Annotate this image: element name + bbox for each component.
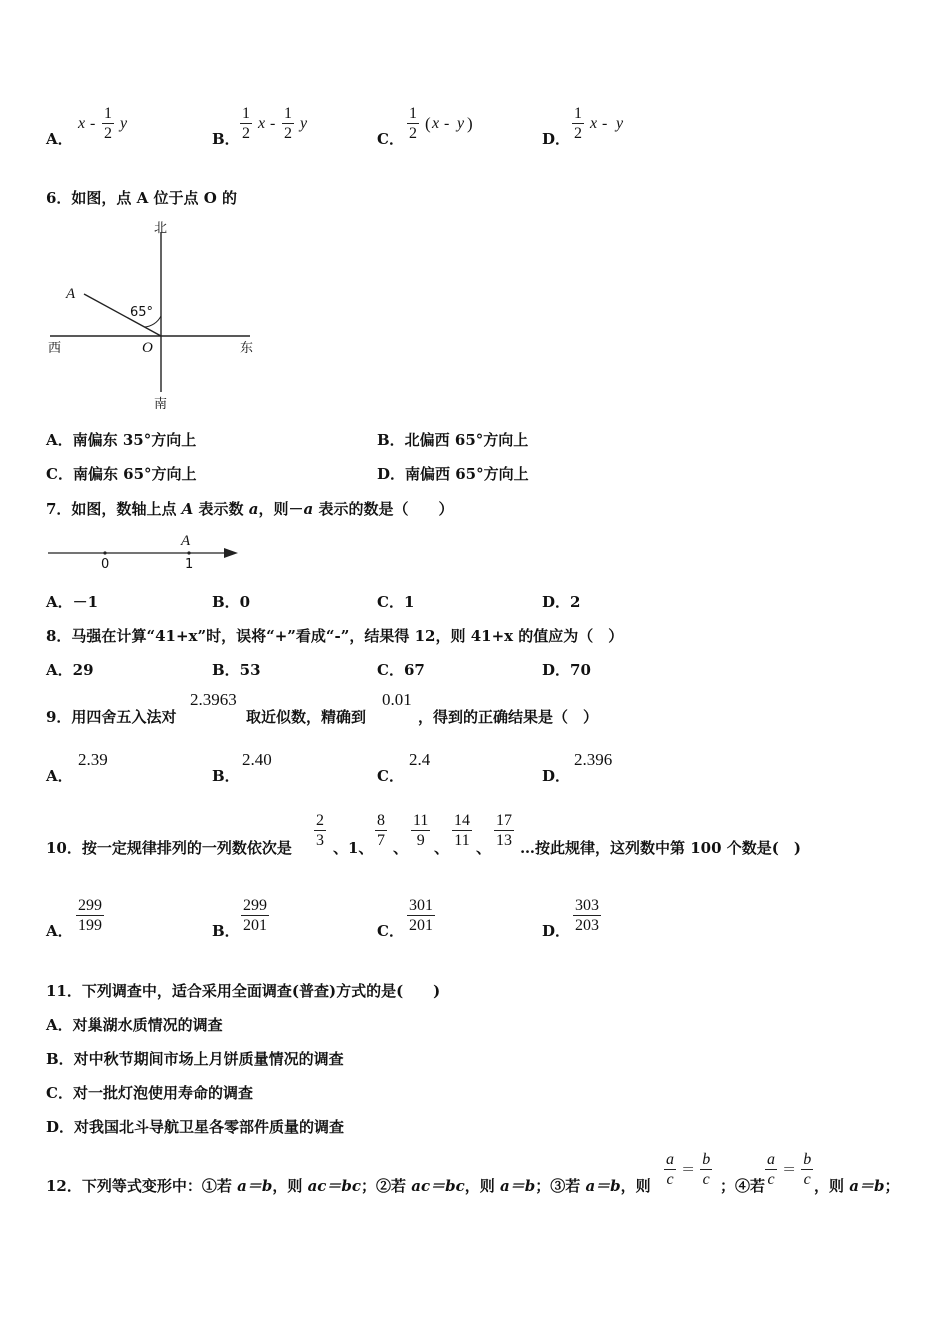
q11-option-b[interactable]: B．对中秋节期间市场上月饼质量情况的调查 <box>46 1050 344 1068</box>
fraction: $\frac{1}{2}$ <box>284 105 292 142</box>
q8-stem: 8．马强在计算“41+x”时，误将“+”看成“-”，结果得 12，则 41+x 的值应为（ ） <box>46 627 624 645</box>
fraction: $\frac{1}{2}$ <box>242 105 250 142</box>
option-label: B． <box>212 130 240 148</box>
q7-option-a[interactable]: A．－1 <box>46 593 99 611</box>
east-label: 东 <box>240 341 254 356</box>
q9-stem-pre: 9．用四舍五入法对 <box>46 708 177 726</box>
option-value: 2.40 <box>242 750 272 769</box>
tick-0-label: 0 <box>101 557 110 572</box>
fraction: $\frac{303}{203}$ <box>575 897 599 934</box>
q7-option-b[interactable]: B．0 <box>212 593 251 611</box>
fraction: $\frac{299}{201}$ <box>243 897 267 934</box>
option-label: B． <box>212 922 240 940</box>
q10-seq-4: $\frac{14}{11}$ <box>454 812 470 849</box>
q6-option-a[interactable]: A．南偏东 35°方向上 <box>46 431 197 449</box>
option-label: D． <box>542 767 571 785</box>
q7-option-d[interactable]: D．2 <box>542 593 581 611</box>
q7-option-c[interactable]: C．1 <box>377 593 415 611</box>
q9-precision: 0.01 <box>382 690 412 709</box>
q9-stem-mid: 取近似数，精确到 <box>246 708 367 726</box>
q12-stem-part2: ，则 a＝b； <box>814 1177 900 1195</box>
q10-option-c[interactable] <box>377 896 497 940</box>
q9-option-c[interactable] <box>377 750 497 786</box>
fraction: $\frac{1}{2}$ <box>104 105 112 142</box>
q8-option-b[interactable]: B．53 <box>212 661 261 679</box>
option-label: B． <box>212 767 240 785</box>
fraction: $\frac{301}{201}$ <box>409 897 433 934</box>
option-value: 2.396 <box>574 750 613 769</box>
point-a-label: A <box>181 533 191 549</box>
option-label: D． <box>542 922 571 940</box>
q9-stem-post: ，得到的正确结果是（ ） <box>418 708 599 726</box>
q11-option-c[interactable]: C．对一批灯泡使用寿命的调查 <box>46 1084 253 1102</box>
q12-equation-3: $\frac{a}{c}$ ＝ $\frac{b}{c}$ <box>666 1151 711 1188</box>
q11-stem: 11．下列调查中，适合采用全面调查(普查)方式的是( ) <box>46 982 441 1000</box>
q12-stem-part1: 12．下列等式变形中：①若 a＝b，则 ac＝bc；②若 ac＝bc，则 a＝b；③若 a＝b，则 <box>46 1177 651 1195</box>
q10-seq-2: $\frac{8}{7}$ <box>377 812 385 849</box>
option-label: A． <box>46 922 73 940</box>
q8-option-c[interactable]: C．67 <box>377 661 425 679</box>
q11-option-d[interactable]: D．对我国北斗导航卫星各零部件质量的调查 <box>46 1118 345 1136</box>
option-label: D． <box>542 130 571 148</box>
q10-seq-5: $\frac{17}{13}$ <box>496 812 512 849</box>
q10-option-b[interactable] <box>212 896 332 940</box>
q10-option-a[interactable] <box>46 896 166 940</box>
q7-stem: 7．如图，数轴上点 A 表示数 a，则－a 表示的数是（ ） <box>46 500 454 518</box>
q11-option-a[interactable]: A．对巢湖水质情况的调查 <box>46 1016 223 1034</box>
compass-figure <box>44 218 264 418</box>
fraction: $\frac{1}{2}$ <box>409 105 417 142</box>
tick-1-label: 1 <box>185 557 194 572</box>
q6-stem: 6．如图，点 A 位于点 O 的 <box>46 189 238 207</box>
number-line <box>44 530 244 572</box>
arrow-head <box>224 548 238 558</box>
q10-stem-post: …按此规律，这列数中第 100 个数是( ) <box>520 839 801 857</box>
q6-option-b[interactable]: B．北偏西 65°方向上 <box>377 431 529 449</box>
q10-stem-pre: 10．按一定规律排列的一列数依次是 <box>46 839 292 857</box>
option-label: C． <box>377 130 404 148</box>
q6-option-d[interactable]: D．南偏西 65°方向上 <box>377 465 529 483</box>
option-label: A． <box>46 767 73 785</box>
q8-option-a[interactable]: A．29 <box>46 661 94 679</box>
q10-seq-1: $\frac{2}{3}$ <box>316 812 324 849</box>
q9-option-d[interactable] <box>542 750 662 786</box>
point-a-label: A <box>66 286 76 302</box>
tick-0-dot <box>103 551 106 554</box>
angle-label: 65° <box>130 305 154 320</box>
fraction: $\frac{1}{2}$ <box>574 105 582 142</box>
point-a-dot <box>187 551 190 554</box>
fraction: $\frac{299}{199}$ <box>78 897 102 934</box>
q12-equation-4: $\frac{a}{c}$ ＝ $\frac{b}{c}$ <box>767 1151 812 1188</box>
west-label: 西 <box>48 341 62 356</box>
q10-one: 、1、 <box>333 839 374 857</box>
origin-label: O <box>142 340 153 356</box>
option-value: 2.39 <box>78 750 108 769</box>
q8-option-d[interactable]: D．70 <box>542 661 591 679</box>
q9-option-b[interactable] <box>212 750 332 786</box>
q6-option-c[interactable]: C．南偏东 65°方向上 <box>46 465 197 483</box>
north-label: 北 <box>154 221 168 236</box>
south-label: 南 <box>154 397 168 412</box>
q10-option-d[interactable] <box>542 896 662 940</box>
option-label: C． <box>377 767 404 785</box>
option-label: A． <box>46 130 73 148</box>
option-label: C． <box>377 922 404 940</box>
q10-seq-3: $\frac{11}{9}$ <box>413 812 429 849</box>
option-value: 2.4 <box>409 750 431 769</box>
q9-value: 2.3963 <box>190 690 237 709</box>
q9-option-a[interactable] <box>46 750 166 786</box>
